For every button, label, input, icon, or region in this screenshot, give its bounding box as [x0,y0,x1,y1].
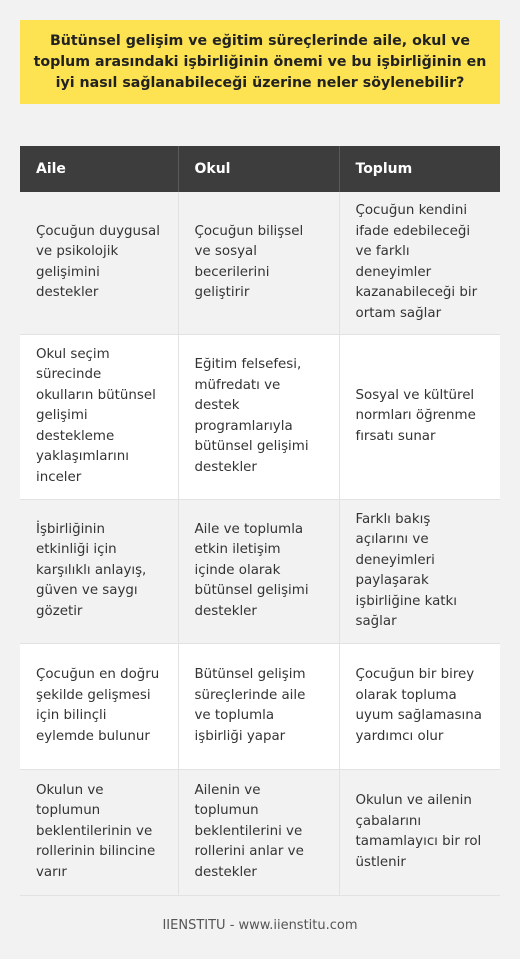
table-cell: Çocuğun kendini ifade edebileceği ve farklı deneyimler kazanabileceği bir ortam sağlar [339,192,500,334]
table-row [20,643,500,769]
table-cell: Farklı bakış açılarını ve deneyimleri paylaşarak işbirliğine katkı sağlar [339,499,500,643]
table-cell: Çocuğun en doğru şekilde gelişmesi için bilinçli eylemde bulunur [20,643,178,769]
table-cell: Eğitim felsefesi, müfredatı ve destek programlarıyla bütünsel gelişimi destekler [178,334,339,499]
column-header-toplum: Toplum [339,146,500,192]
table-row [20,499,500,643]
table-cell: Okulun ve ailenin çabalarını tamamlayıcı bir rol üstlenir [339,769,500,895]
table-header-row [20,146,500,192]
table-cell: Çocuğun bir birey olarak topluma uyum sağlamasına yardımcı olur [339,643,500,769]
table-cell: Aile ve toplumla etkin iletişim içinde olarak bütünsel gelişimi destekler [178,499,339,643]
title-banner [20,20,500,104]
table-cell: Okulun ve toplumun beklentilerinin ve rollerinin bilincine varır [20,769,178,895]
table-cell: Sosyal ve kültürel normları öğrenme fırsatı sunar [339,334,500,499]
table-cell: Okul seçim sürecinde okulların bütünsel gelişimi destekleme yaklaşımlarını inceler [20,334,178,499]
table-cell: Çocuğun duygusal ve psikolojik gelişimini destekler [20,192,178,334]
comparison-table [20,146,500,896]
table-cell: Ailenin ve toplumun beklentilerini ve rollerini anlar ve destekler [178,769,339,895]
footer-credit: IIENSTITU - www.iienstitu.com [162,918,358,933]
column-header-aile: Aile [20,146,178,192]
table-cell: Çocuğun bilişsel ve sosyal becerilerini geliştirir [178,192,339,334]
table-row [20,769,500,895]
table-cell: Bütünsel gelişim süreçlerinde aile ve toplumla işbirliği yapar [178,643,339,769]
table-cell: İşbirliğinin etkinliği için karşılıklı anlayış, güven ve saygı gözetir [20,499,178,643]
page-title: Bütünsel gelişim ve eğitim süreçlerinde aile, okul ve toplum arasındaki işbirliğinin önemi ve bu işbirliğinin en iyi nasıl sağlanabileceği üzerine neler söylenebilir? [33,32,487,91]
table-row [20,192,500,334]
table-row [20,334,500,499]
column-header-okul: Okul [178,146,339,192]
